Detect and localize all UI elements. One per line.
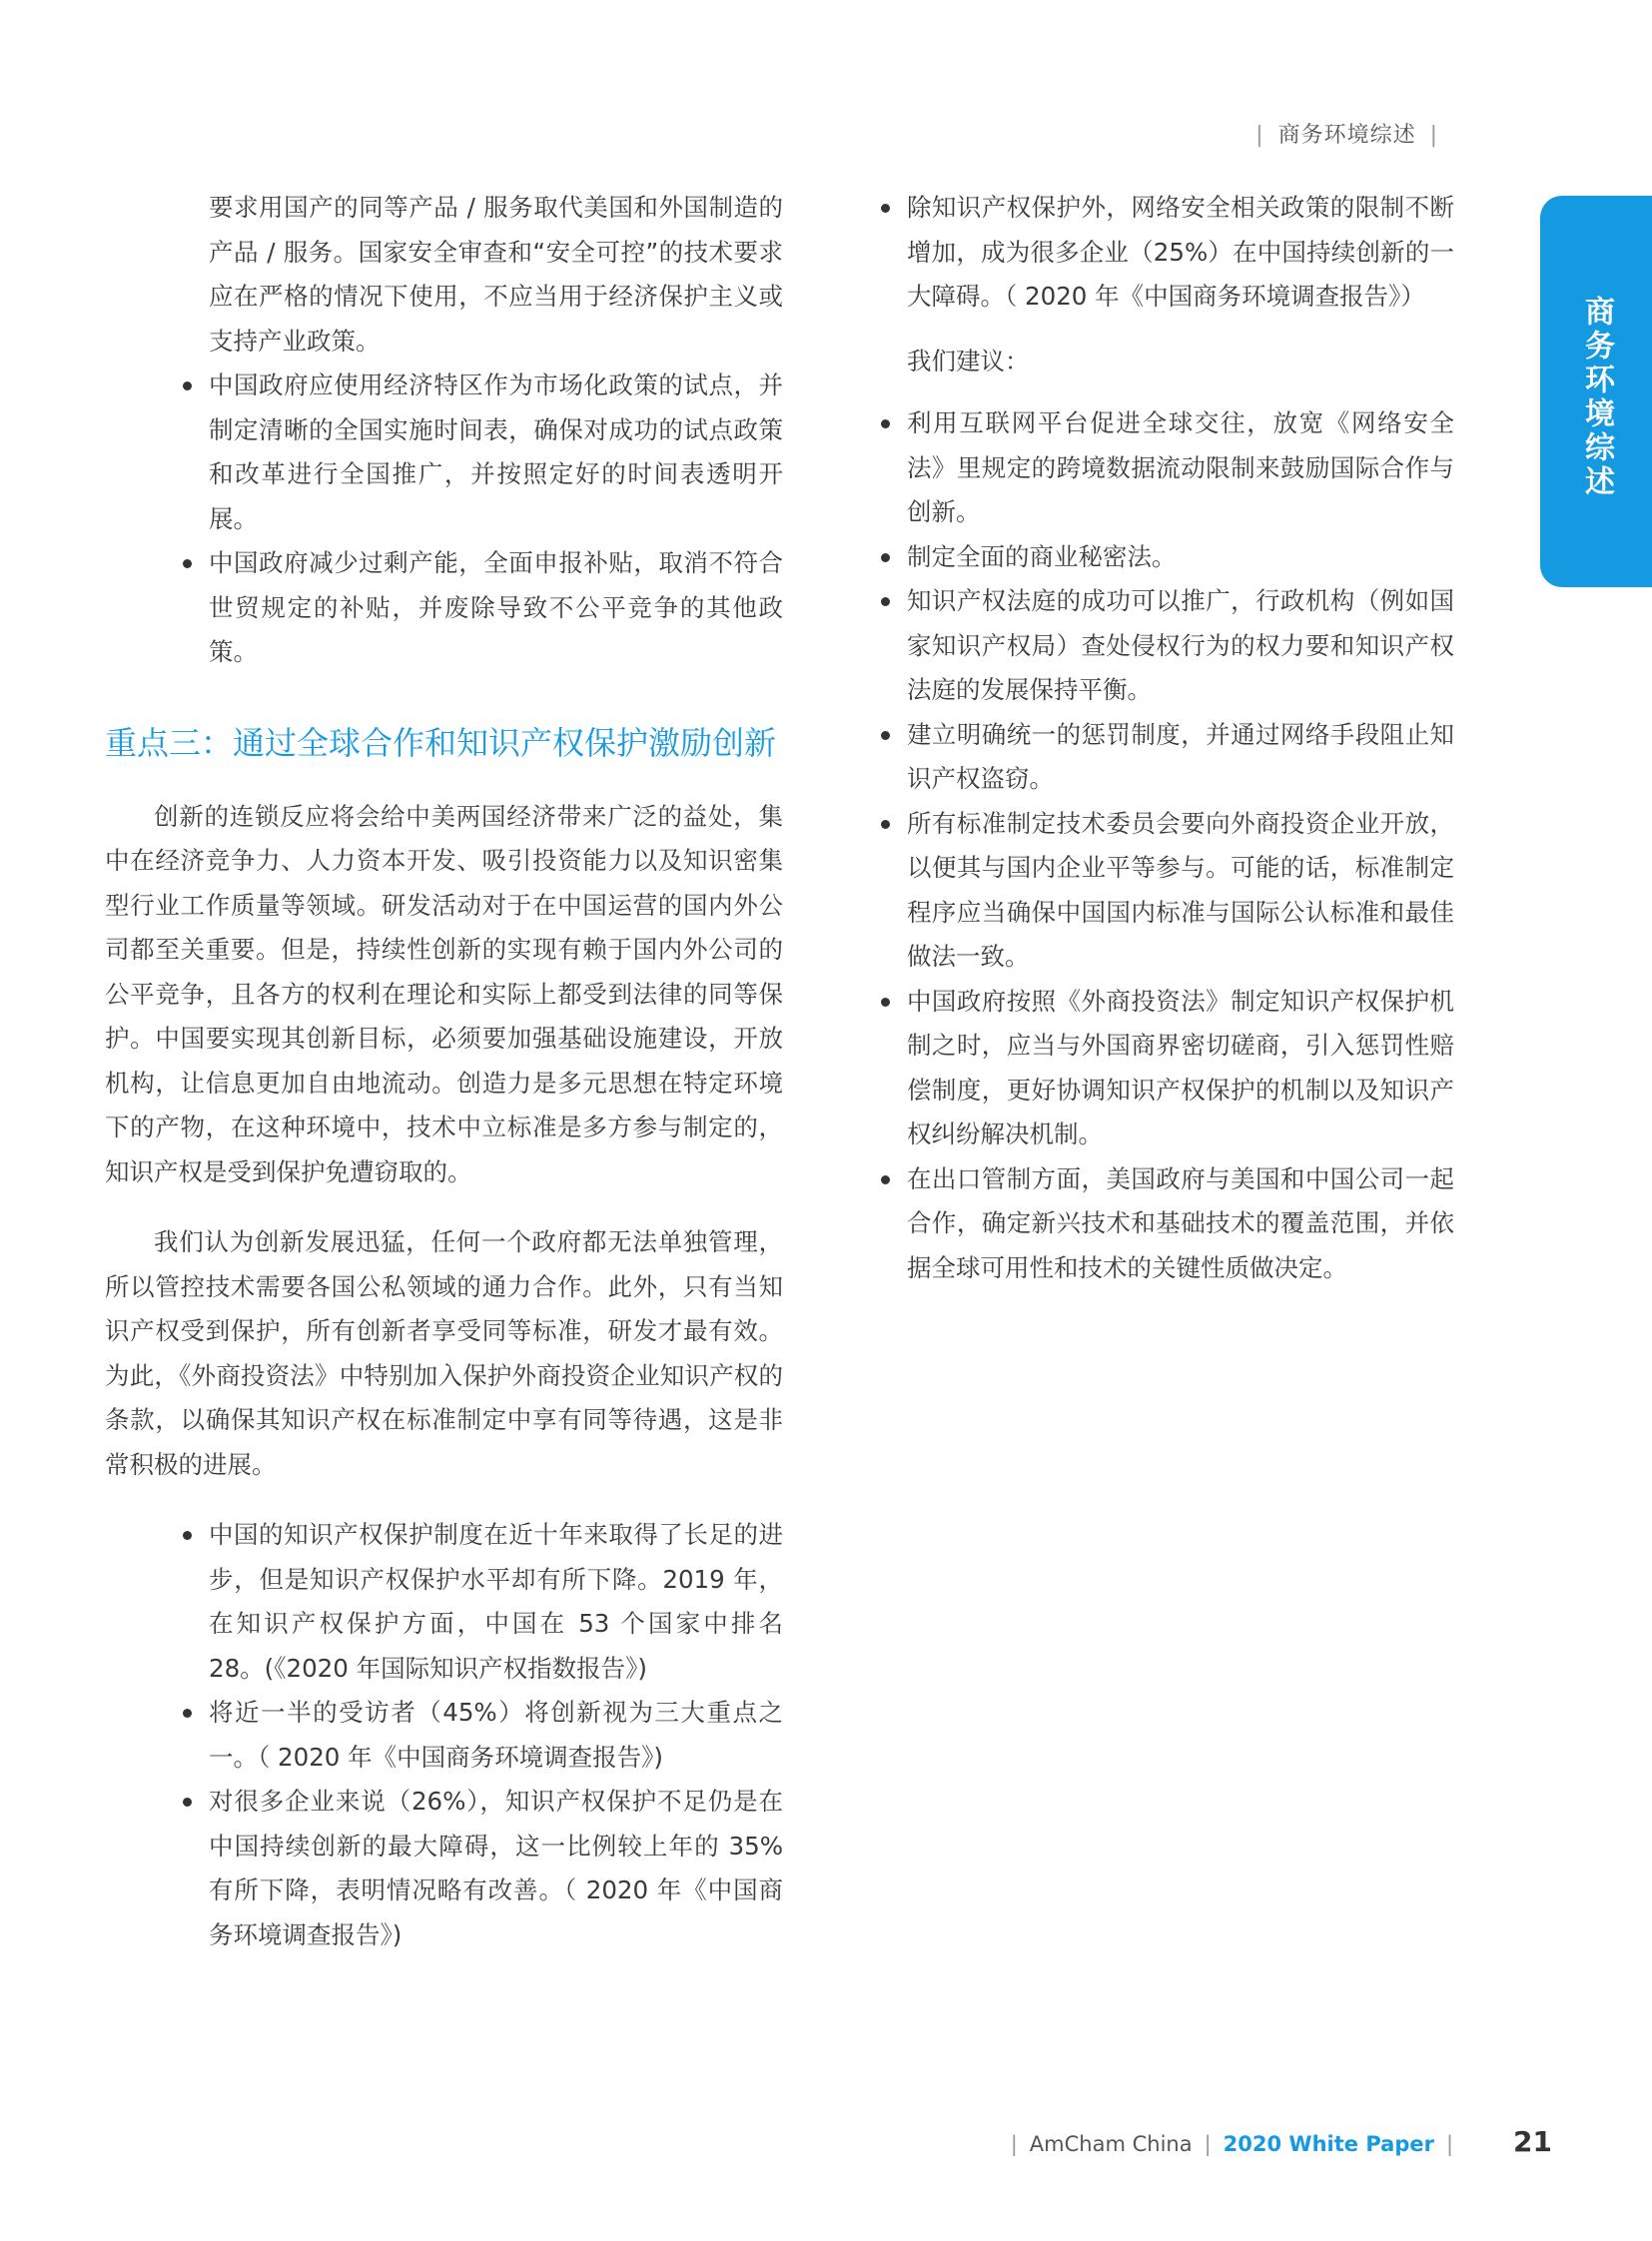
section-side-tab (1540, 196, 1652, 587)
body-paragraph: 创新的连锁反应将会给中美两国经济带来广泛的益处，集中在经济竞争力、人力资本开发、吸引投资能力以及知识密集型行业工作质量等领域。研发活动对于在中国运营的国内外公司都至关重要。但是，持续性创新的实现有赖于国内外公司的公平竞争，且各方的权利在理论和实际上都受到法律的同等保护。中国要实现其创新目标，必须要加强基础设施建设，开放机构，让信息更加自由地流动。创造力是多元思想在特定环境下的产物，在这种环境中，技术中立标准是多方参与制定的，知识产权是受到保护免遭窃取的。 (105, 801, 783, 1186)
header-divider: | (1255, 123, 1264, 148)
continued-bullet-text: 要求用国产的同等产品 / 服务取代美国和外国制造的产品 / 服务。国家安全审查和“安全可控”的技术要求应在严格的情况下使用，不应当用于经济保护主义或支持产业政策。 (209, 193, 783, 356)
list-item: 中国的知识产权保护制度在近十年来取得了长足的进步，但是知识产权保护水平却有所下降。2019 年，在知识产权保护方面，中国在 53 个国家中排名 28。(《2020 年国际知识产权指数报告》) (157, 1513, 783, 1691)
list-item: 中国政府减少过剩产能，全面申报补贴，取消不符合世贸规定的补贴，并废除导致不公平竞争的其他政策。 (157, 541, 783, 675)
header-divider: | (1429, 123, 1438, 148)
recommend-label: 我们建议： (907, 346, 1030, 375)
list-item: 对很多企业来说（26%），知识产权保护不足仍是在中国持续创新的最大障碍，这一比例较上年的 35% 有所下降，表明情况略有改善。（ 2020 年《中国商务环境调查报告》) (157, 1780, 783, 1957)
footer-divider: | (1445, 2132, 1454, 2156)
footer-divider: | (1204, 2132, 1212, 2156)
footer-divider: | (1010, 2132, 1018, 2156)
left-column (105, 186, 783, 1957)
list-item: 知识产权法庭的成功可以推广，行政机构（例如国家知识产权局）查处侵权行为的权力要和知识产权法庭的发展保持平衡。 (855, 579, 1454, 713)
bullet-list-cybersecurity (855, 186, 1454, 320)
footer-org: AmCham China (1029, 2132, 1193, 2156)
list-item: 中国政府按照《外商投资法》制定知识产权保护机制之时，应当与外国商界密切磋商，引入惩罚性赔偿制度，更好协调知识产权保护的机制以及知识产权纠纷解决机制。 (855, 980, 1454, 1157)
page-number: 21 (1513, 2125, 1552, 2158)
list-item: 将近一半的受访者（45%）将创新视为三大重点之一。（ 2020 年《中国商务环境调查报告》) (157, 1691, 783, 1780)
header-section-title: 商务环境综述 (1277, 123, 1416, 148)
list-item: 除知识产权保护外，网络安全相关政策的限制不断增加，成为很多企业（25%）在中国持续创新的一大障碍。（ 2020 年《中国商务环境调查报告》） (855, 186, 1454, 320)
list-item: 在出口管制方面，美国政府与美国和中国公司一起合作，确定新兴技术和基础技术的覆盖范围，并依据全球可用性和技术的关键性质做决定。 (855, 1157, 1454, 1291)
list-item: 利用互联网平台促进全球交往，放宽《网络安全法》里规定的跨境数据流动限制来鼓励国际合作与创新。 (855, 401, 1454, 535)
side-tab-label: 商务环境综述 (1579, 296, 1614, 499)
list-item: 建立明确统一的惩罚制度，并通过网络手段阻止知识产权盗窃。 (855, 713, 1454, 802)
bullet-list-ip-stats (157, 1513, 783, 1957)
right-column (855, 186, 1454, 1290)
running-header (1241, 118, 1452, 149)
list-item: 制定全面的商业秘密法。 (855, 535, 1454, 580)
bullet-list-policy (157, 364, 783, 675)
section-heading: 重点三：通过全球合作和知识产权保护激励创新 (105, 723, 777, 762)
list-item: 中国政府应使用经济特区作为市场化政策的试点，并制定清晰的全国实施时间表，确保对成功的试点政策和改革进行全国推广，并按照定好的时间表透明开展。 (157, 364, 783, 541)
footer-publication: 2020 White Paper (1223, 2132, 1434, 2156)
bullet-list-recommendations (855, 401, 1454, 1290)
list-item: 所有标准制定技术委员会要向外商投资企业开放，以便其与国内企业平等参与。可能的话，标准制定程序应当确保中国国内标准与国际公认标准和最佳做法一致。 (855, 802, 1454, 980)
body-paragraph: 我们认为创新发展迅猛，任何一个政府都无法单独管理，所以管控技术需要各国公私领域的通力合作。此外，只有当知识产权受到保护，所有创新者享受同等标准，研发才最有效。为此，《外商投资法》中特别加入保护外商投资企业知识产权的条款，以确保其知识产权在标准制定中享有同等待遇，这是非常积极的进展。 (105, 1227, 783, 1479)
page-footer (999, 2125, 1552, 2158)
